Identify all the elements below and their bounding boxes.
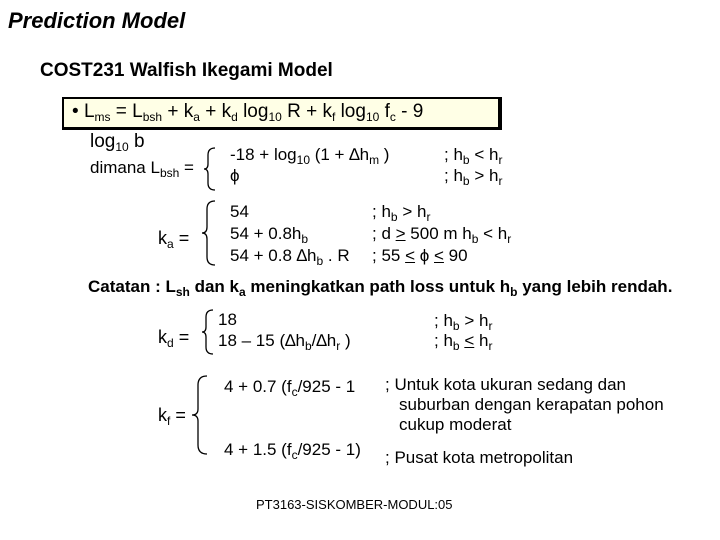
case-text: ) — [379, 145, 390, 164]
ka-case-1: 54 — [230, 202, 249, 221]
case-sub: c — [291, 385, 298, 399]
label-text: k — [158, 327, 167, 347]
note-text — [88, 277, 672, 297]
cond-text: 500 m h — [405, 224, 472, 243]
case-text: 4 + 1.5 (f — [224, 440, 292, 459]
ka-cond-1 — [372, 202, 430, 222]
cond-sub: b — [452, 339, 460, 353]
note-sub: a — [238, 285, 246, 299]
kd-cond-1 — [434, 311, 492, 331]
cond-sub: r — [498, 153, 503, 167]
eq-text: R + k — [281, 101, 332, 122]
cond-sub: r — [488, 319, 493, 333]
kf-case-2 — [224, 440, 361, 460]
footer-code: PT3163-SISKOMBER-MODUL:05 — [256, 497, 453, 512]
kf-cond-2: ; Pusat kota metropolitan — [385, 448, 574, 467]
lbsh-case-2: ϕ — [230, 166, 240, 185]
cond-text: ; h — [434, 331, 453, 350]
kf-label — [158, 405, 186, 426]
cond-text: h — [474, 331, 489, 350]
label-sub: f — [167, 414, 171, 428]
cond-symbol: < — [405, 246, 416, 265]
cond-sub: r — [488, 339, 493, 353]
cond-line: cukup moderat — [399, 415, 512, 434]
case-text: 18 – 15 (∆h — [218, 331, 305, 350]
label-sub: bsh — [159, 166, 180, 180]
eq-sub: ms — [94, 110, 111, 124]
cond-symbol: < — [434, 246, 444, 265]
case-text: /925 - 1) — [297, 440, 361, 459]
note-part: yang lebih rendah. — [517, 277, 673, 296]
eq-sub: 10 — [268, 110, 282, 124]
cond-sub: b — [462, 174, 470, 188]
kd-cond-2 — [434, 331, 492, 351]
label-eq: = — [170, 405, 186, 425]
label-eq: = — [173, 228, 190, 248]
eq-sub: c — [389, 110, 396, 124]
cond-text: ; h — [434, 311, 453, 330]
eq-text: log — [335, 101, 366, 122]
case-sub: m — [369, 153, 380, 167]
model-subtitle: COST231 Walfish Ikegami Model — [40, 60, 333, 81]
cond-sub: r — [498, 174, 503, 188]
kd-brace — [201, 309, 215, 355]
cond-text: < h — [469, 145, 499, 164]
case-sub: c — [291, 448, 298, 462]
cond-sub: r — [426, 210, 431, 224]
ka-case-3 — [230, 246, 350, 266]
ka-brace — [201, 200, 217, 266]
eq-text: log — [237, 101, 269, 122]
ka-label — [158, 228, 189, 249]
log-text: log — [90, 131, 116, 152]
lbsh-label — [90, 158, 194, 178]
eq-text: f — [379, 101, 390, 122]
eq-sub: f — [331, 110, 336, 124]
kd-label — [158, 327, 189, 348]
log-tail: b — [128, 131, 145, 152]
cond-symbol: < — [464, 331, 475, 350]
kf-brace — [191, 375, 209, 455]
note-part: dan k — [189, 277, 239, 296]
note-sub: sh — [175, 285, 190, 299]
kd-case-2 — [218, 331, 351, 351]
label-eq: = — [179, 158, 194, 177]
kf-case-1 — [224, 377, 355, 397]
cond-symbol: > — [395, 224, 406, 243]
lbsh-brace — [203, 147, 217, 191]
eq-sub: 10 — [365, 110, 380, 124]
case-text: -18 + log — [230, 145, 297, 164]
label-sub: d — [167, 336, 174, 350]
main-equation — [72, 101, 423, 123]
cond-sub: b — [462, 153, 470, 167]
case-text: 4 + 0.7 (f — [224, 377, 292, 396]
bullet: • — [72, 101, 79, 122]
equation-continuation — [90, 131, 145, 153]
case-text: /∆h — [311, 331, 337, 350]
ka-cond-3 — [372, 246, 468, 266]
cond-text: > h — [469, 166, 499, 185]
cond-line: ; Untuk kota ukuran sedang dan — [385, 375, 626, 394]
case-sub: 10 — [296, 153, 310, 167]
cond-text: > h — [459, 311, 489, 330]
case-text: . R — [323, 246, 350, 265]
cond-text: 90 — [443, 246, 468, 265]
cond-text: ; d — [372, 224, 396, 243]
case-sub: r — [336, 339, 341, 353]
case-text: /925 - 1 — [297, 377, 356, 396]
case-text: 54 + 0.8h — [230, 224, 302, 243]
note-part: Catatan : L — [88, 277, 176, 296]
eq-text: + k — [162, 101, 194, 122]
cond-sub: r — [507, 232, 512, 246]
label-sub: a — [167, 237, 174, 251]
case-text: (1 + ∆h — [310, 145, 370, 164]
eq-text: L — [83, 101, 95, 122]
cond-text: ; h — [444, 166, 463, 185]
lbsh-cond-2 — [444, 166, 502, 186]
cond-text: < h — [478, 224, 508, 243]
label-eq: = — [173, 327, 190, 347]
cond-text: ; h — [444, 145, 463, 164]
kd-case-1: 18 — [218, 310, 237, 329]
case-text: 54 + 0.8 ∆h — [230, 246, 317, 265]
case-sub: b — [316, 254, 324, 268]
cond-text: ϕ — [415, 246, 434, 265]
cond-sub: b — [390, 210, 398, 224]
page-title: Prediction Model — [8, 8, 186, 33]
cond-text: ; 55 — [372, 246, 406, 265]
lbsh-cond-1 — [444, 145, 502, 165]
ka-case-2 — [230, 224, 308, 244]
case-text: ) — [340, 331, 351, 350]
cond-text: > h — [397, 202, 427, 221]
label-text: k — [158, 228, 167, 248]
cond-sub: b — [471, 232, 479, 246]
kf-cond-1 — [385, 375, 664, 435]
cond-sub: b — [452, 319, 460, 333]
eq-text: = L — [110, 101, 143, 122]
eq-text: + k — [199, 101, 232, 122]
label-text: dimana L — [90, 158, 160, 177]
case-sub: b — [304, 339, 312, 353]
eq-sub: bsh — [142, 110, 163, 124]
case-sub: b — [301, 232, 309, 246]
ka-cond-2 — [372, 224, 511, 244]
eq-text: - 9 — [395, 101, 424, 122]
note-sub: b — [510, 285, 518, 299]
eq-sub: a — [193, 110, 200, 124]
cond-text: ; h — [372, 202, 391, 221]
note-part: meningkatkan path loss untuk h — [245, 277, 511, 296]
lbsh-case-1 — [230, 145, 389, 165]
cond-line: suburban dengan kerapatan pohon — [399, 395, 664, 414]
label-text: k — [158, 405, 167, 425]
log-sub: 10 — [115, 140, 129, 154]
eq-sub: d — [231, 110, 238, 124]
